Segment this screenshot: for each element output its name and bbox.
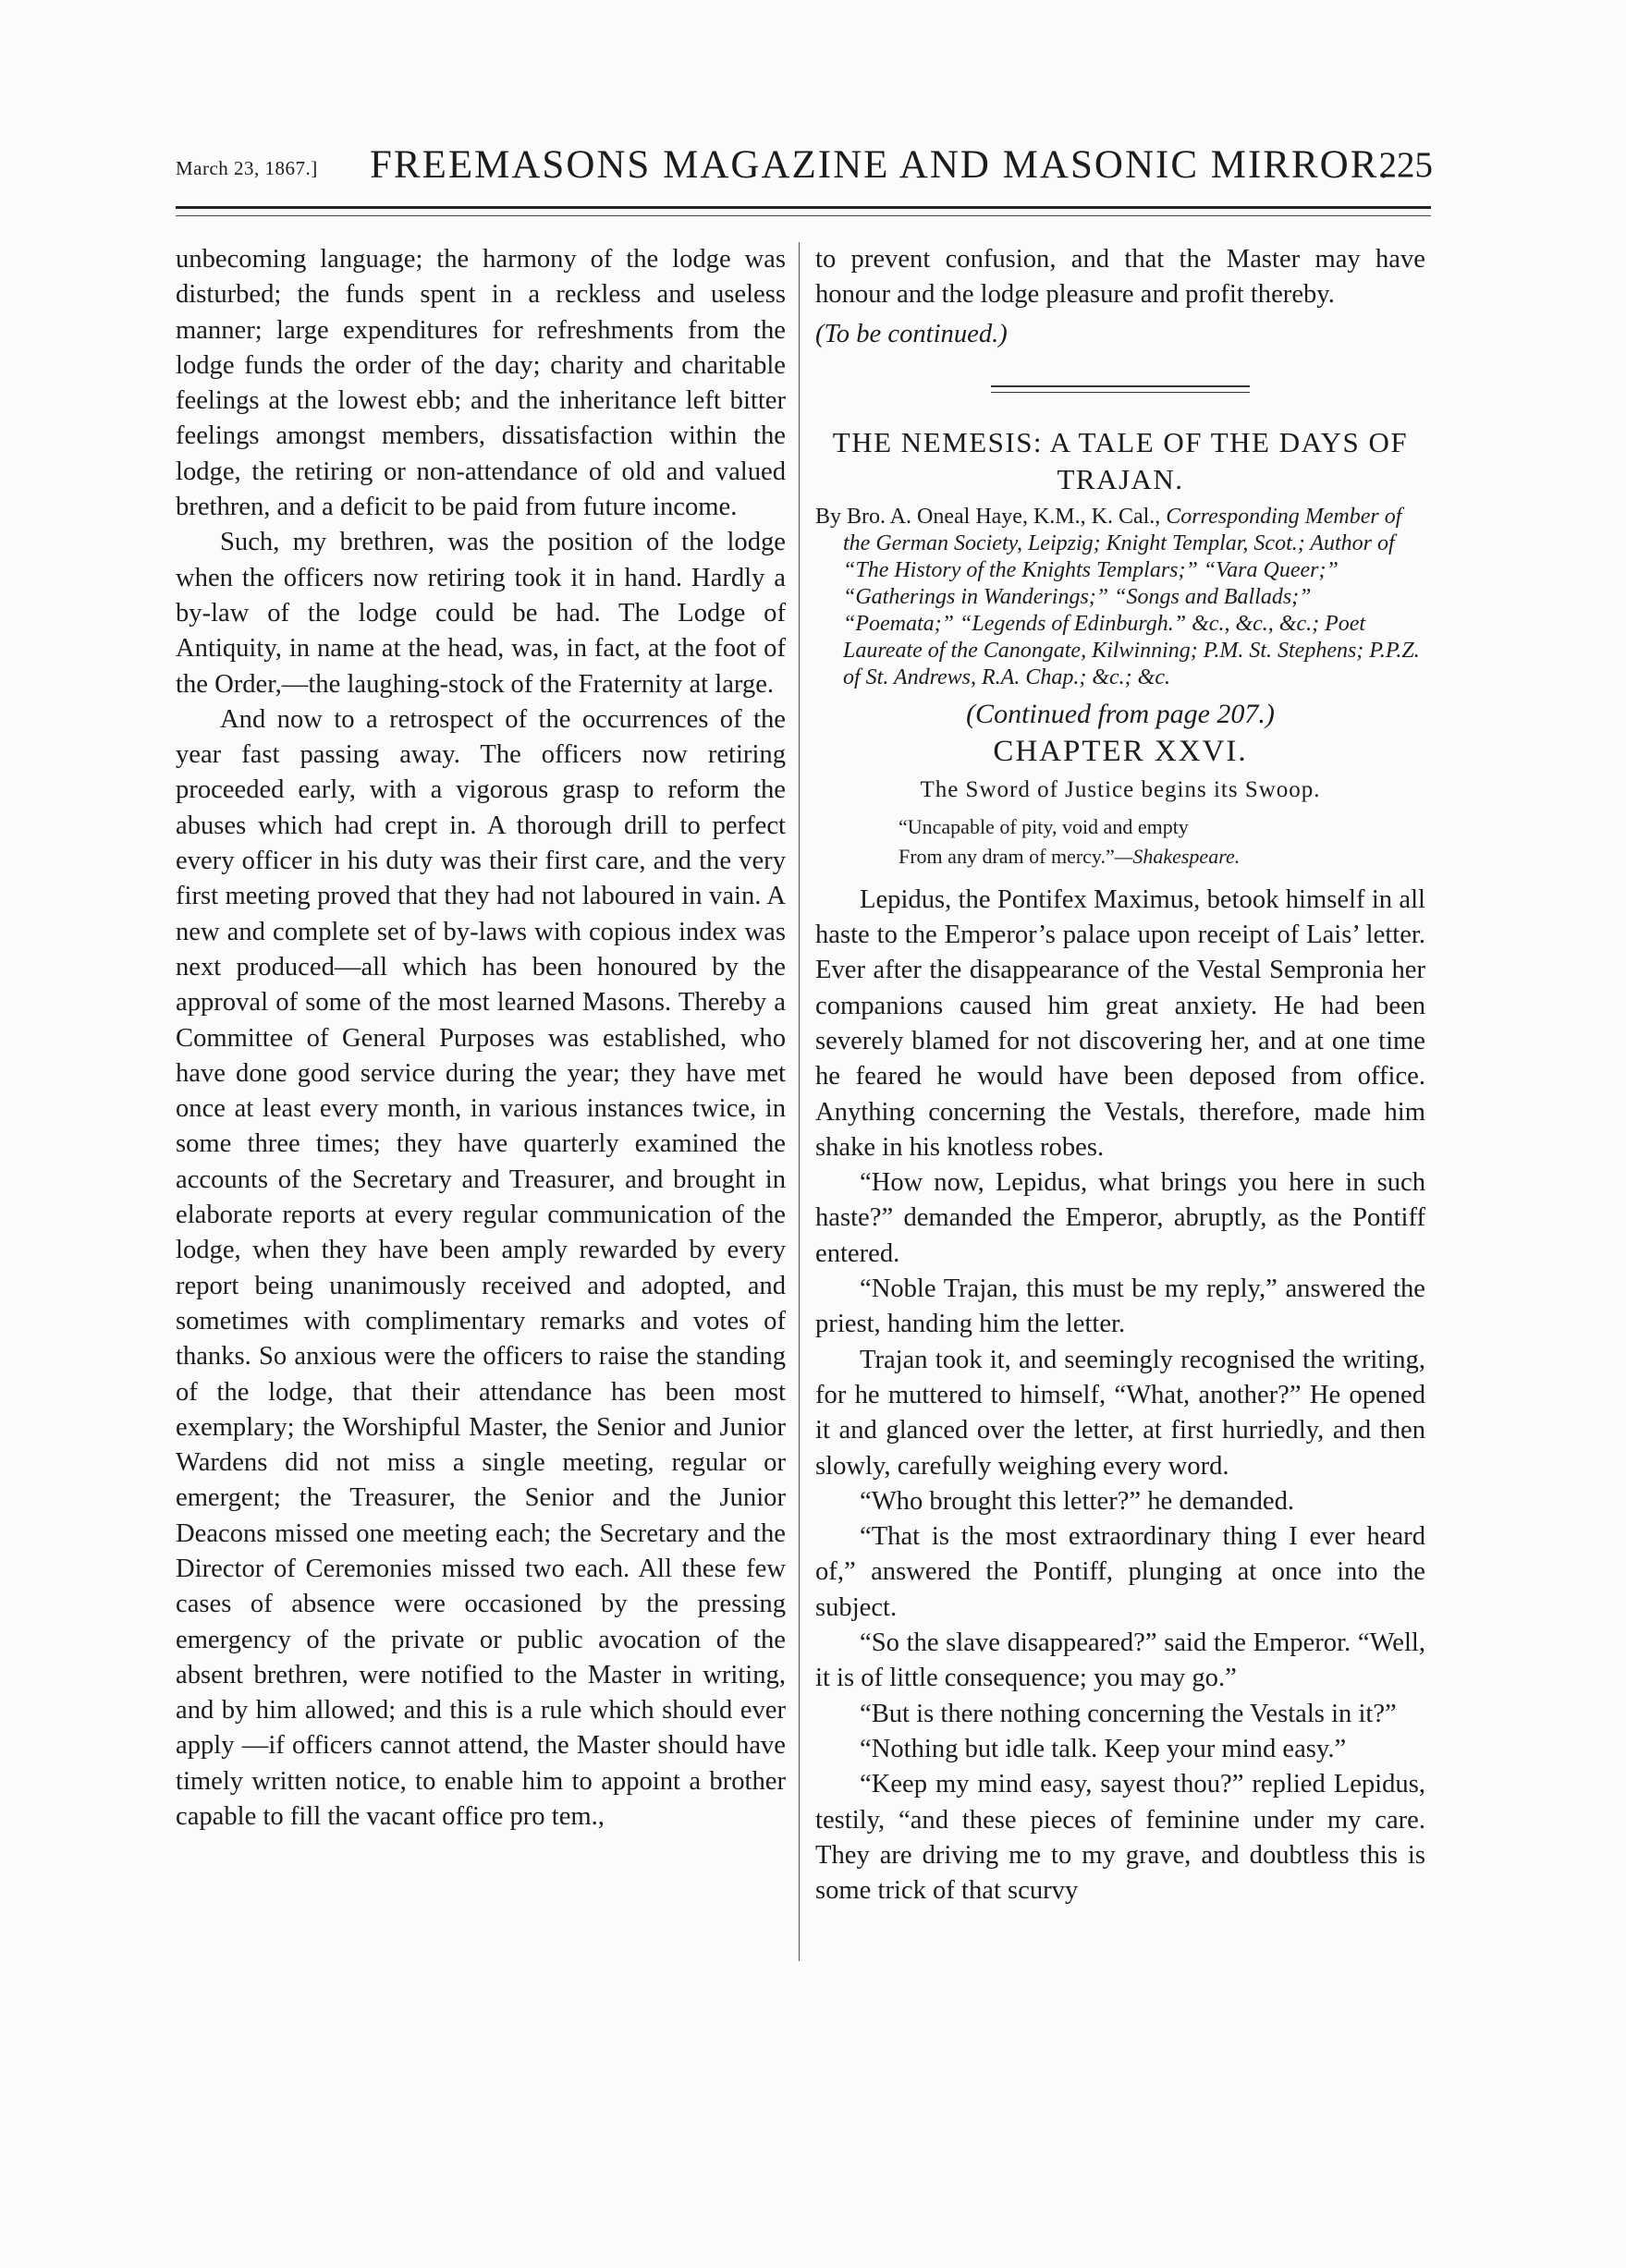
header-rule-thin xyxy=(176,215,1431,216)
story-paragraph-1: Lepidus, the Pontifex Maximus, betook himself in all haste to the Emperor’s palace upon receipt of Lais’ letter. Ever after the disappearance of the Vestal Sempronia her companions caused him great anxiety. He had been severely blamed for not discovering her, and at one time he feared he would have been deposed from office. Anything concerning the Vestals, therefore, made him shake in his knotless robes. xyxy=(815,884,1425,1162)
story-paragraph-9: “Nothing but idle talk. Keep your mind easy.” xyxy=(860,1734,1347,1763)
story-title: THE NEMESIS: A TALE OF THE DAYS OF TRAJAN. xyxy=(832,425,1409,495)
byline-author: By Bro. A. Oneal Haye, K.M., K. Cal., xyxy=(815,504,1161,529)
chapter-heading: CHAPTER XXVI. xyxy=(993,735,1248,769)
byline-credentials: Corresponding Member of the German Society, Leipzig; Knight Templar, Scot.; Author of “The History of the Knights Templars;” “Vara Queer;” “Gatherings in Wanderings;” “Songs and Ballads;” “Poemata;” “Legends of Edinburgh.” &c., &c., &c.; Poet Laureate of the Canongate, Kilwinning; P.M. St. Stephens; P.P.Z. of St. Andrews, R.A. Chap.; &c.; &c. xyxy=(843,504,1420,689)
left-column xyxy=(176,242,786,1835)
section-divider xyxy=(991,385,1250,393)
story-paragraph-3: “Noble Trajan, this must be my reply,” answered the priest, handing him the letter. xyxy=(815,1274,1425,1339)
story-paragraph-8: “But is there nothing concerning the Vestals in it?” xyxy=(860,1699,1397,1728)
story-paragraph-2: “How now, Lepidus, what brings you here in such haste?” demanded the Emperor, abruptly, as the Pontiff entered. xyxy=(815,1168,1425,1268)
epigraph-line-1: “Uncapable of pity, void and empty xyxy=(899,814,1189,838)
epigraph-line-2: From any dram of mercy.” xyxy=(899,844,1115,868)
story-paragraph-6: “That is the most extraordinary thing I ever heard of,” answered the Pontiff, plunging at once into the subject. xyxy=(815,1522,1425,1622)
story-paragraph-5: “Who brought this letter?” he demanded. xyxy=(860,1486,1295,1516)
left-paragraph-3: And now to a retrospect of the occurrences of the year fast passing away. The officers now retiring proceeded early, with a vigorous grasp to reform the abuses which had crept in. A thorough drill to perfect every officer in his duty was their first care, and the very first meeting proved that they had not laboured in vain. A new and complete set of by-laws with copious index was next produced—all which has been honoured by the approval of some of the most learned Masons. Thereby a Committee of General Purposes was established, who have done good service during the year; they have met once at least every month, in various instances twice, in some three times; they have quarterly examined the accounts of the Secretary and Treasurer, and brought in elaborate reports at every regular communication of the lodge, when they have been amply rewarded by every report being unanimously received and adopted, and sometimes with complimentary remarks and votes of thanks. So anxious were the officers to raise the standing of the lodge, that their attendance has been most exemplary; the Worshipful Master, the Senior and Junior Wardens did not miss a single meeting, regular or emergent; the Treasurer, the Senior and the Junior Deacons missed one meeting each; the Secretary and the Director of Ceremonies missed two each. All these few cases of absence were occasioned by the pressing emergency of the private or public avocation of the absent brethren, were notified to the Master in writing, and by him allowed; and this is a rule which should ever apply —if officers cannot attend, the Master should have timely written notice, to enable him to appoint a brother capable to fill the vacant office pro tem., xyxy=(176,704,786,1832)
left-paragraph-2: Such, my brethren, was the position of the lodge when the officers now retiring took it in hand. Hardly a by-law of the lodge could be had. The Lodge of Antiquity, in name at the head, was, in fact, at the foot of the Order,—the laughing-stock of the Fraternity at large. xyxy=(176,528,786,699)
publication-title: FREEMASONS MAGAZINE AND MASONIC MIRROR. xyxy=(370,143,1391,187)
page-number: 225 xyxy=(1378,145,1433,185)
story-paragraph-4: Trajan took it, and seemingly recognised the writing, for he muttered to himself, “What, another?” He opened it and glanced over the letter, at first hurriedly, and then slowly, carefully weighing every word. xyxy=(815,1345,1425,1481)
epigraph xyxy=(815,812,1425,872)
to-be-continued: (To be continued.) xyxy=(815,319,1008,348)
epigraph-attribution: —Shakespeare. xyxy=(1114,844,1241,868)
story-paragraph-7: “So the slave disappeared?” said the Emperor. “Well, it is of little consequence; you may go.” xyxy=(815,1628,1425,1693)
byline xyxy=(815,504,1425,691)
header-rule xyxy=(176,206,1431,209)
column-divider xyxy=(799,242,800,1961)
issue-date: March 23, 1867.] xyxy=(176,157,318,179)
continued-from: (Continued from page 207.) xyxy=(966,698,1275,729)
chapter-subtitle: The Sword of Justice begins its Swoop. xyxy=(920,777,1321,803)
left-paragraph-1: unbecoming language; the harmony of the lodge was disturbed; the funds spent in a reckless and useless manner; large expenditures for refreshments from the lodge funds the order of the day; charity and charitable feelings at the lowest ebb; and the inheritance left bitter feelings amongst members, dissatisfaction within the lodge, the retiring or non-attendance of old and valued brethren, and a deficit to be paid from future income. xyxy=(176,245,786,522)
right-lead-paragraph: to prevent confusion, and that the Master may have honour and the lodge pleasure and profit thereby. xyxy=(815,245,1425,310)
story-paragraph-10: “Keep my mind easy, sayest thou?” replied Lepidus, testily, “and these pieces of feminine under my care. They are driving me to my grave, and doubtless this is some trick of that scurvy xyxy=(815,1770,1425,1906)
right-column xyxy=(815,242,1425,1908)
page-header xyxy=(176,137,1433,192)
